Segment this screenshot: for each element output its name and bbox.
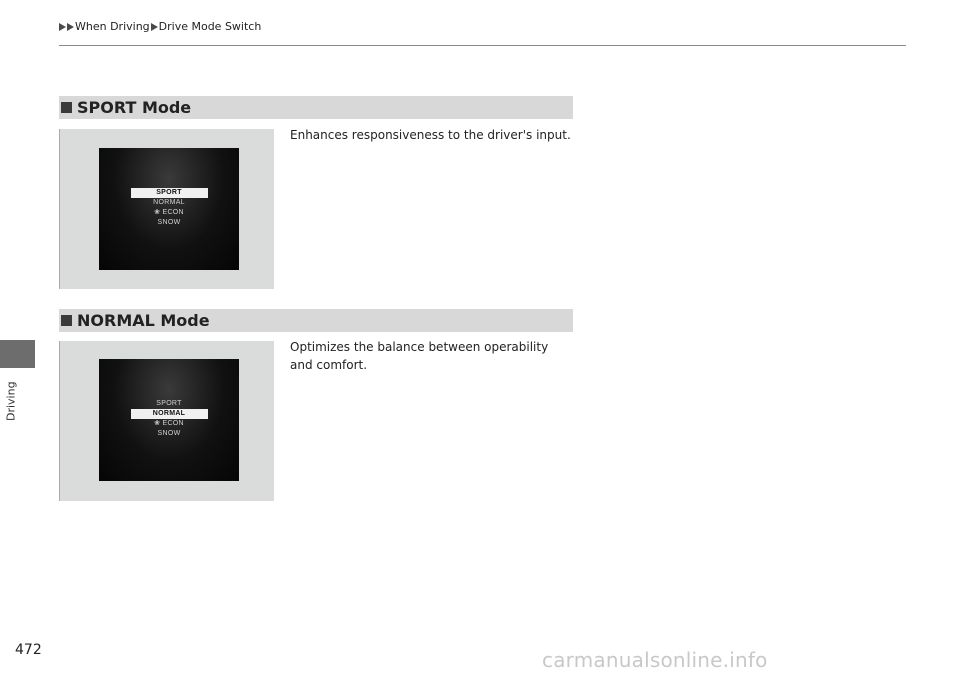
page-number: 472	[15, 642, 42, 658]
square-bullet-icon	[61, 315, 72, 326]
section-title: NORMAL Mode	[77, 311, 210, 330]
illustration-sport	[59, 129, 274, 289]
mode-item-econ: ❀ ECON	[154, 420, 184, 427]
section-title: SPORT Mode	[77, 98, 192, 117]
mode-item-normal: NORMAL	[153, 199, 185, 206]
breadcrumb-item: Drive Mode Switch	[158, 20, 262, 33]
illustration-normal	[59, 341, 274, 501]
mode-item-snow: SNOW	[157, 219, 181, 226]
triangle-right-icon	[151, 23, 158, 31]
section-header-sport	[59, 96, 573, 119]
mode-item-econ: ❀ ECON	[154, 209, 184, 216]
display-screen	[99, 359, 239, 481]
section-description: Enhances responsiveness to the driver's input.	[290, 128, 571, 142]
watermark: carmanualsonline.info	[542, 648, 768, 672]
mode-list	[99, 188, 239, 228]
mode-item-snow: SNOW	[157, 430, 181, 437]
triangle-right-icon	[67, 23, 74, 31]
leaf-icon: ❀	[154, 209, 161, 216]
mode-item-sport: SPORT	[131, 188, 208, 198]
display-screen	[99, 148, 239, 270]
breadcrumb	[59, 20, 261, 33]
breadcrumb-item: When Driving	[75, 20, 150, 33]
chapter-label: Driving	[4, 381, 18, 421]
leaf-icon: ❀	[154, 420, 161, 427]
header-divider	[59, 45, 906, 46]
section-header-normal	[59, 309, 573, 332]
mode-list	[99, 399, 239, 439]
chapter-tab	[0, 340, 35, 368]
square-bullet-icon	[61, 102, 72, 113]
triangle-right-icon	[59, 23, 66, 31]
mode-item-normal: NORMAL	[131, 409, 208, 419]
mode-item-sport: SPORT	[156, 400, 182, 407]
section-description: Optimizes the balance between operability and comfort.	[290, 340, 549, 372]
